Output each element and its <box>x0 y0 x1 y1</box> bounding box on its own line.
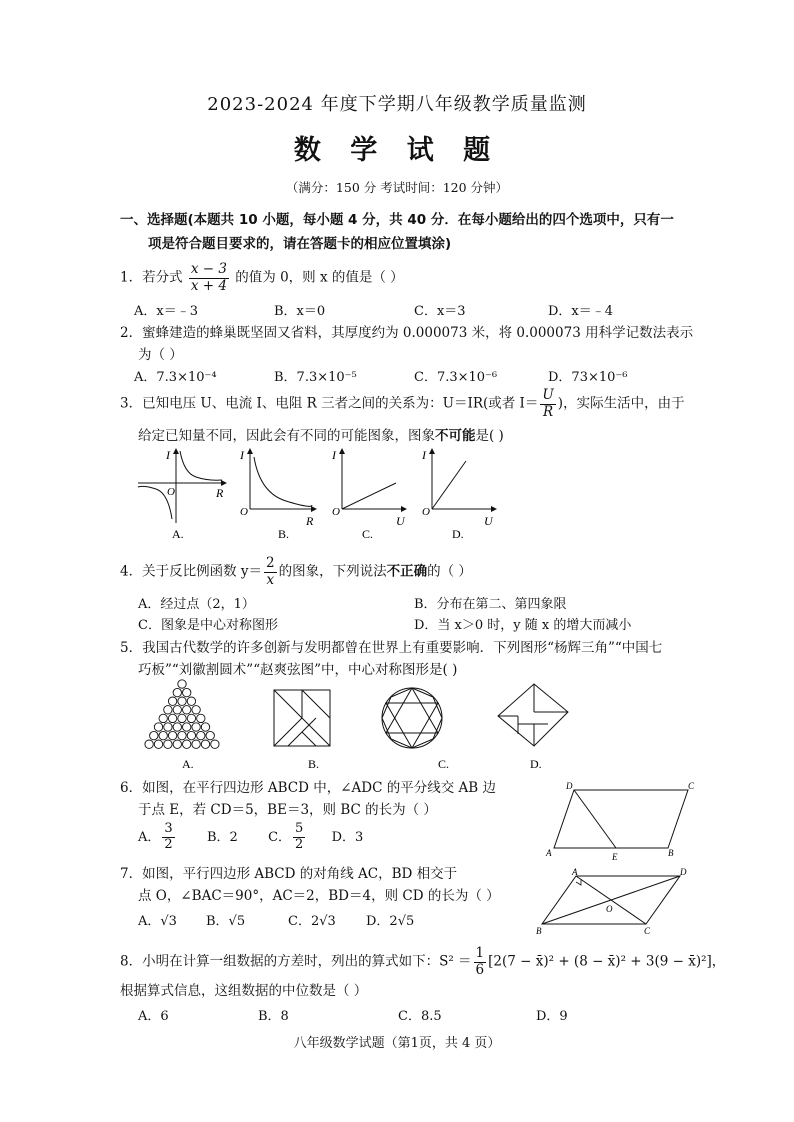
graph-c <box>331 448 406 541</box>
yanghui-circle <box>145 740 153 748</box>
q4-option-b: B．分布在第二、第四象限 <box>414 597 567 612</box>
exam-info: （满分：150 分 考试时间：120 分钟） <box>285 180 509 195</box>
q5-label-c: C. <box>438 757 450 771</box>
zhaoshuang-diagram <box>498 684 568 746</box>
q3-graphs <box>136 445 508 543</box>
q2-option-a: A．7.3×10⁻⁴ <box>134 370 217 385</box>
exam-title: 2023-2024 年度下学期八年级教学质量监测 <box>207 94 587 115</box>
graph-c-label: C. <box>362 527 374 541</box>
q1-prefix: 1．若分式 <box>120 269 183 286</box>
q8-formula: [2(7 − x̄)² + (8 − x̄)² + 3(9 − x̄)²]， <box>488 953 726 970</box>
yanghui-circle <box>178 731 186 739</box>
q6-option-c: C． <box>268 829 292 845</box>
q8-line1-start: 8．小明在计算一组数据的方差时，列出的算式如下：S² ＝ <box>120 953 472 970</box>
yanghui-circle <box>154 740 162 748</box>
yanghui-circle <box>178 697 186 705</box>
q7-point-o: O <box>606 904 613 914</box>
graph-b <box>239 448 316 541</box>
q6-option-a: A． <box>138 829 161 845</box>
graph-c-u-label: U <box>396 514 405 528</box>
q8-option-d: D．9 <box>536 1009 568 1024</box>
yanghui-circle <box>154 723 162 731</box>
q2-option-b: B．7.3×10⁻⁵ <box>274 370 357 385</box>
yanghui-circle <box>201 723 209 731</box>
q6-option-a-fraction <box>162 822 174 853</box>
q8-frac-num: 1 <box>475 945 485 961</box>
yanghui-circle <box>187 731 195 739</box>
q2-option-c: C．7.3×10⁻⁶ <box>414 370 498 385</box>
q7-figure <box>534 866 692 936</box>
q4-option-d: D．当 x＞0 时，y 随 x 的增大而减小 <box>414 618 632 633</box>
q6-point-c: C <box>688 781 695 791</box>
q8-option-b: B．8 <box>258 1009 289 1024</box>
yanghui-circle <box>201 740 209 748</box>
q3-frac-num: U <box>542 387 554 403</box>
graph-d-o-label: O <box>422 506 430 518</box>
graph-a-i-label: I <box>166 448 170 462</box>
question-4 <box>120 556 472 588</box>
q4-option-c: C．图象是中心对称图形 <box>138 618 278 633</box>
yanghui-circle <box>159 714 167 722</box>
liuhui-circle <box>382 688 442 748</box>
yanghui-circle <box>187 697 195 705</box>
yanghui-circle <box>173 723 181 731</box>
yanghui-circle <box>168 714 176 722</box>
section-heading-line2: 项是符合题目要求的，请在答题卡的相应位置填涂) <box>148 236 452 252</box>
yanghui-circle <box>183 688 191 696</box>
q6-figure <box>544 778 702 866</box>
q4-numerator: 2 <box>266 555 275 571</box>
graph-b-r-label: R <box>306 514 314 528</box>
q6-point-b: B <box>668 848 674 858</box>
q6-a-den: 2 <box>164 836 173 852</box>
yanghui-circle <box>178 680 186 688</box>
yanghui-circle <box>150 731 158 739</box>
q4-suffix: 的（ ） <box>427 563 472 580</box>
graph-a-o-label: O <box>167 486 175 498</box>
q1-numerator: x − 3 <box>190 261 227 277</box>
q6-c-num: 5 <box>295 821 304 836</box>
yanghui-circle <box>211 740 219 748</box>
q1-option-d: D．x＝﹣4 <box>548 304 614 319</box>
graph-c-i-label: I <box>332 448 336 462</box>
q6-option-b: B．2 <box>206 829 238 845</box>
question-1 <box>120 262 404 294</box>
q3-line2 <box>138 424 504 444</box>
graph-b-label: B. <box>278 527 290 541</box>
q1-option-c: C．x＝3 <box>414 304 466 319</box>
q8-line1 <box>120 946 725 978</box>
yanghui-circle <box>168 731 176 739</box>
graph-c-o-label: O <box>332 506 340 518</box>
q6-a-num: 3 <box>164 821 173 836</box>
q4-fraction <box>264 556 277 588</box>
yanghui-circle <box>192 740 200 748</box>
q7-line2: 点 O，∠BAC＝90°，AC＝2，BD＝4，则 CD 的长为（ ） <box>138 888 500 904</box>
q3-line2-start: 给定已知量不同，因此会有不同的可能图象，图象 <box>138 428 435 444</box>
yanghui-circle <box>197 731 205 739</box>
yanghui-circle <box>206 731 214 739</box>
q7-point-d: D <box>680 867 687 877</box>
q2-line1: 2．蜜蜂建造的蜂巢既坚固又省料，其厚度约为 0.000073 米，将 0.000073 用科学记数法表示 <box>120 325 694 341</box>
q1-option-a: A．x＝﹣3 <box>134 304 198 319</box>
q1-fraction <box>189 262 229 294</box>
q6-point-a: A <box>546 848 552 858</box>
yanghui-circle <box>164 723 172 731</box>
yanghui-circle <box>183 706 191 714</box>
q8-fraction <box>474 946 487 978</box>
graph-b-o-label: O <box>240 506 248 518</box>
q5-label-a: A. <box>182 757 194 771</box>
page-footer: 八年级数学试题（第1页，共 4 页） <box>293 1036 501 1051</box>
yanghui-circle <box>197 714 205 722</box>
q1-option-b: B．x＝0 <box>274 304 326 319</box>
yanghui-circle <box>173 688 181 696</box>
q3-line1-end: )，实际生活中，由于 <box>557 395 685 412</box>
yanghui-circle <box>159 731 167 739</box>
q6-options <box>138 822 363 853</box>
yanghui-circle <box>173 740 181 748</box>
q3-line2-end: 是( ) <box>475 428 504 444</box>
q8-option-c: C．8.5 <box>398 1009 442 1024</box>
q5-line2: 巧板”“刘徽割圆术”“赵爽弦图”中，中心对称图形是( ) <box>138 662 458 678</box>
subject-title: 数 学 试 题 <box>293 135 501 166</box>
q6-c-den: 2 <box>295 836 304 852</box>
graph-d <box>421 448 496 541</box>
yanghui-triangle <box>145 680 219 749</box>
yanghui-circle <box>183 723 191 731</box>
yanghui-circle <box>168 697 176 705</box>
q1-suffix: 的值为 0，则 x 的值是（ ） <box>235 269 404 286</box>
graph-a-r-label: R <box>216 486 224 500</box>
yanghui-circle <box>178 714 186 722</box>
q5-label-d: D. <box>530 757 542 771</box>
yanghui-circle <box>187 714 195 722</box>
q6-point-d: D <box>566 781 573 791</box>
q7-option-a: A．√3 <box>138 914 177 929</box>
q4-mid: 的图象，下列说法 <box>278 563 387 580</box>
graph-d-u-label: U <box>484 514 493 528</box>
q1-denominator: x + 4 <box>190 277 227 294</box>
q5-line1: 5．我国古代数学的许多创新与发明都曾在世界上有重要影响．下列图形“杨辉三角”“中国七 <box>120 640 663 656</box>
q6-option-d: D．3 <box>331 829 364 845</box>
q2-line2: 为（ ） <box>138 347 183 363</box>
q7-point-a: A <box>572 867 578 877</box>
q3-fraction <box>540 388 555 420</box>
yanghui-circle <box>173 706 181 714</box>
q7-point-b: B <box>536 926 542 936</box>
q3-line1-start: 3．已知电压 U、电流 I、电阻 R 三者之间的关系为：U＝IR(或者 I＝ <box>120 395 539 412</box>
q5-figures <box>136 676 576 772</box>
q6-option-c-fraction <box>293 822 305 853</box>
q7-option-b: B．√5 <box>206 914 246 929</box>
graph-d-i-label: I <box>422 448 426 462</box>
q2-option-d: D．73×10⁻⁶ <box>548 370 628 385</box>
yanghui-circle <box>183 740 191 748</box>
q7-option-c: C．2√3 <box>288 914 336 929</box>
q3-line1 <box>120 388 685 420</box>
q5-label-b: B. <box>308 757 320 771</box>
yanghui-circle <box>164 706 172 714</box>
tangram <box>274 690 330 746</box>
q6-line1: 6．如图，在平行四边形 ABCD 中，∠ADC 的平分线交 AB 边 <box>120 780 497 796</box>
q6-point-e: E <box>612 852 618 862</box>
q4-prefix: 4．关于反比例函数 y＝ <box>120 563 263 580</box>
q4-emphasis: 不正确 <box>386 563 428 580</box>
section-heading-line1: 一、选择题(本题共 10 小题，每小题 4 分，共 40 分．在每小题给出的四个选项中，只有一 <box>120 212 674 228</box>
q7-point-c: C <box>644 926 651 936</box>
yanghui-circle <box>192 706 200 714</box>
graph-a-label: A. <box>172 527 184 541</box>
q8-line2: 根据算式信息，这组数据的中位数是（ ） <box>120 983 368 999</box>
q7-option-d: D．2√5 <box>366 914 415 929</box>
q6-line2: 于点 E，若 CD＝5，BE＝3，则 BC 的长为（ ） <box>138 802 437 818</box>
q3-emphasis: 不可能 <box>435 428 476 444</box>
q4-denominator: x <box>266 571 275 588</box>
yanghui-circle <box>164 740 172 748</box>
graph-a <box>138 448 226 541</box>
q8-option-a: A．6 <box>138 1009 169 1024</box>
q3-frac-den: R <box>543 403 554 420</box>
yanghui-circle <box>192 723 200 731</box>
graph-b-i-label: I <box>240 448 244 462</box>
q7-line1: 7．如图，平行四边形 ABCD 的对角线 AC，BD 相交于 <box>120 866 458 882</box>
q8-frac-den: 6 <box>475 961 485 978</box>
q4-option-a: A．经过点（2，1） <box>138 597 255 612</box>
graph-d-label: D. <box>452 527 464 541</box>
